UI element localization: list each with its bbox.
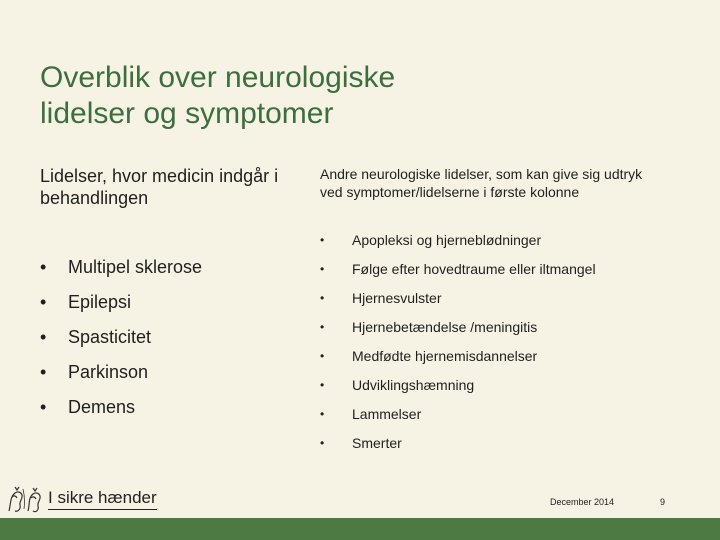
bullet: • bbox=[320, 378, 325, 392]
list-item bbox=[40, 326, 290, 361]
bullet: • bbox=[40, 257, 47, 277]
left-column-heading: Lidelser, hvor medicin indgår i behandlingen bbox=[40, 166, 279, 208]
list-item-label: Lammelser bbox=[352, 406, 422, 422]
list-item bbox=[320, 260, 680, 289]
bullet: • bbox=[40, 397, 47, 417]
right-disorder-list bbox=[320, 231, 680, 463]
list-item-label: Spasticitet bbox=[68, 327, 152, 347]
list-item bbox=[40, 291, 290, 326]
list-item bbox=[40, 396, 290, 431]
list-item bbox=[320, 231, 680, 260]
bullet: • bbox=[320, 349, 325, 363]
bullet: • bbox=[320, 262, 325, 276]
list-item bbox=[320, 318, 680, 347]
list-item-label: Parkinson bbox=[68, 362, 149, 382]
list-item bbox=[320, 405, 680, 434]
bullet: • bbox=[40, 327, 47, 347]
bullet: • bbox=[40, 362, 47, 382]
bullet: • bbox=[320, 233, 325, 247]
list-item bbox=[320, 376, 680, 405]
bullet: • bbox=[320, 291, 325, 305]
list-item-label: Smerter bbox=[352, 435, 402, 451]
slide-title-line-2: lidelser og symptomer bbox=[40, 97, 334, 130]
list-item bbox=[40, 256, 290, 291]
list-item bbox=[320, 434, 680, 463]
list-item-label: Udviklingshæmning bbox=[352, 377, 475, 393]
bullet: • bbox=[40, 292, 47, 312]
right-column-heading: Andre neurologiske lidelser, som kan give sig udtryk ved symptomer/lidelserne i første kolonne bbox=[320, 166, 643, 200]
list-item-label: Epilepsi bbox=[68, 292, 132, 312]
bullet: • bbox=[320, 436, 325, 450]
list-item-label: Multipel sklerose bbox=[68, 257, 203, 277]
list-item-label: Medfødte hjernemisdannelser bbox=[352, 348, 538, 364]
slide-title-line-1: Overblik over neurologiske bbox=[40, 61, 396, 94]
list-item-label: Demens bbox=[68, 397, 136, 417]
footer-date: December 2014 bbox=[550, 497, 615, 507]
list-item-label: Hjernebetændelse /meningitis bbox=[352, 319, 538, 335]
logo-text: I sikre hænder bbox=[48, 488, 157, 510]
list-item-label: Følge efter hovedtraume eller iltmangel bbox=[352, 261, 596, 277]
list-item bbox=[40, 361, 290, 396]
list-item bbox=[320, 347, 680, 376]
list-item-label: Hjernesvulster bbox=[352, 290, 442, 306]
page-number: 9 bbox=[660, 497, 666, 507]
bullet: • bbox=[320, 407, 325, 421]
slide-title bbox=[40, 60, 680, 132]
left-disorder-list bbox=[40, 256, 290, 431]
footer-logo bbox=[6, 482, 157, 516]
bottom-bar bbox=[0, 518, 720, 540]
bullet: • bbox=[320, 320, 325, 334]
heraldic-lions-icon bbox=[6, 483, 44, 515]
list-item bbox=[320, 289, 680, 318]
list-item-label: Apopleksi og hjerneblødninger bbox=[352, 232, 542, 248]
